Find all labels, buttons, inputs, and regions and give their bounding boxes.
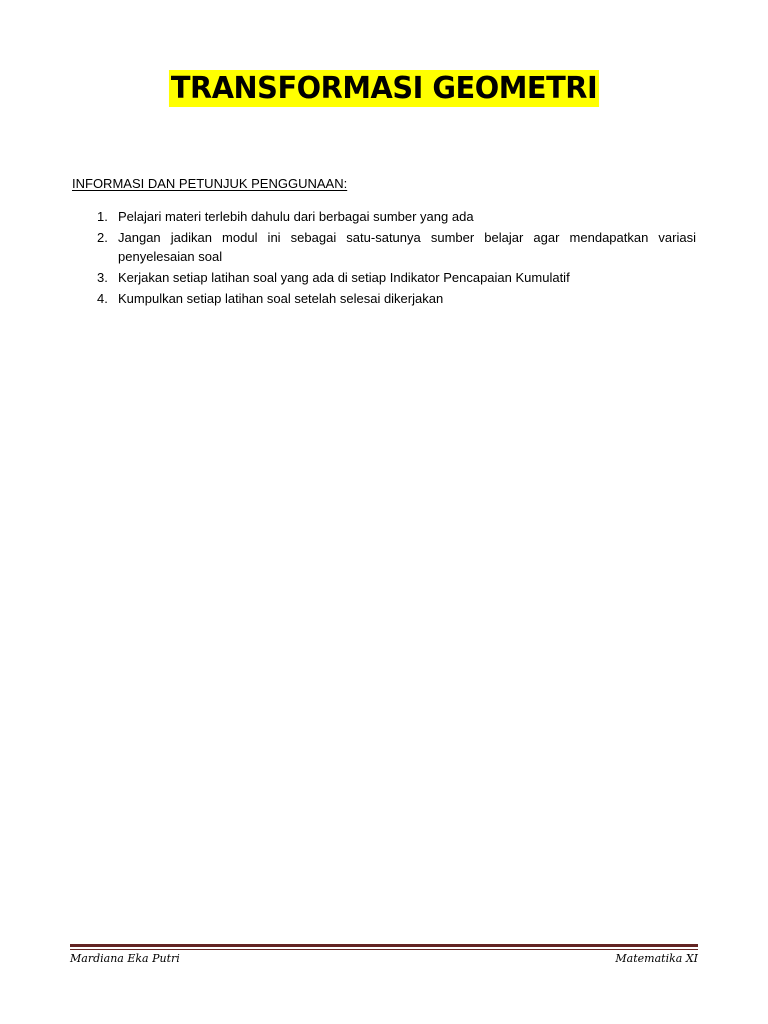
list-item-text: Jangan jadikan modul ini sebagai satu-satunya sumber belajar agar mendapatkan variasi penyelesaian soal (118, 230, 696, 264)
title-container (0, 70, 768, 107)
info-heading: INFORMASI DAN PETUNJUK PENGGUNAAN: (72, 176, 348, 191)
list-item (72, 289, 696, 308)
list-item-number: 3. (97, 270, 108, 285)
footer-rule-thick (70, 944, 698, 947)
list-item-text: Kumpulkan setiap latihan soal setelah selesai dikerjakan (118, 291, 444, 306)
footer-rule-thin (70, 949, 698, 950)
footer-subject: Matematika XI (615, 952, 698, 965)
list-item (72, 268, 696, 287)
list-item (72, 207, 696, 226)
list-item-number: 1. (97, 209, 108, 224)
footer-author: Mardiana Eka Putri (70, 952, 180, 965)
list-item-number: 4. (97, 291, 108, 306)
list-item-text: Pelajari materi terlebih dahulu dari berbagai sumber yang ada (118, 209, 474, 224)
list-item-number: 2. (97, 230, 108, 245)
list-item-text: Kerjakan setiap latihan soal yang ada di setiap Indikator Pencapaian Kumulatif (118, 270, 570, 285)
list-item (72, 228, 696, 266)
document-title: TRANSFORMASI GEOMETRI (170, 71, 598, 106)
instruction-list (72, 207, 696, 310)
